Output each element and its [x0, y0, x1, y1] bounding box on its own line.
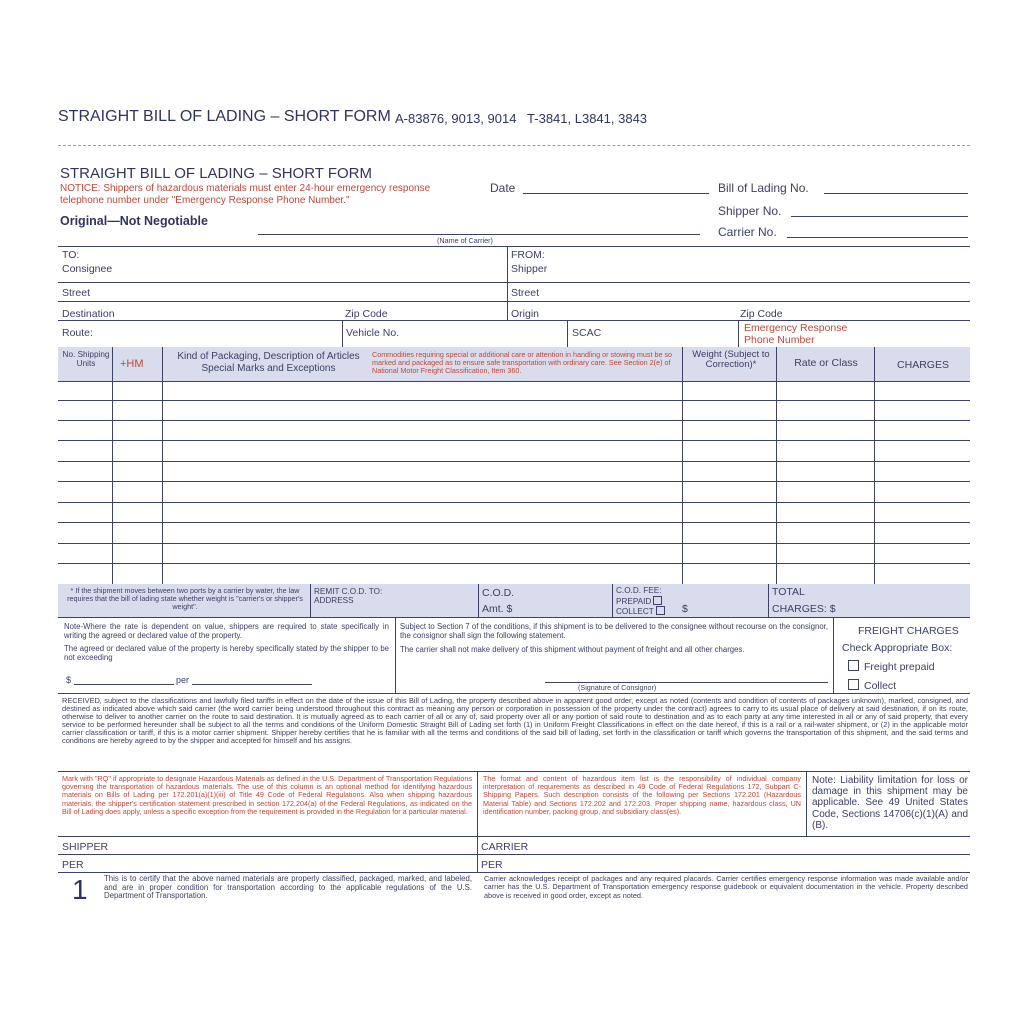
- rule: [58, 301, 970, 302]
- cod-fee-dollar: $: [682, 603, 688, 615]
- rule: [507, 246, 508, 320]
- carrier-acknowledgement: Carrier acknowledges receipt of packages and any required placards. Carrier certifies emergency response information was made available and/or carrier has the U.S. Department of Transportation emergency response guidebook or equivalent documentation in the vehicle. Property described above is received in good order, except as noted.: [484, 874, 968, 900]
- rule: [58, 771, 970, 772]
- hazmat-notice: NOTICE: Shippers of hazardous materials must enter 24-hour emergency response telephone number under "Emergency Response Phone Number.": [60, 183, 431, 206]
- table-row[interactable]: [58, 440, 970, 441]
- street-right-label: Street: [511, 287, 540, 299]
- rule: [58, 854, 970, 855]
- street-left-label: Street: [62, 287, 91, 299]
- agreed-value-text: The agreed or declared value of the property is hereby specifically stated by the shipper to be not exceeding: [64, 644, 389, 662]
- rule: [58, 381, 970, 382]
- remit-cod-label: REMIT C.O.D. TO: ADDRESS: [314, 587, 383, 606]
- rule: [776, 347, 777, 584]
- rule: [162, 347, 163, 584]
- carrier-name-field[interactable]: [258, 234, 700, 235]
- rule: [395, 617, 396, 693]
- emergency-phone-label: Emergency Response Phone Number: [744, 322, 848, 346]
- perforation-line: [58, 145, 970, 146]
- table-row[interactable]: [58, 502, 970, 503]
- rule: [58, 282, 970, 283]
- carrier-per-label: PER: [481, 859, 503, 871]
- liability-note: Note: Liability limitation for loss or damage in this shipment may be applicable. See 49 United States Code, Sections 14706(c)(1)(A) and (B).: [812, 775, 968, 831]
- date-label: Date: [490, 181, 516, 195]
- consignee-label: Consignee: [62, 263, 113, 275]
- header-title: STRAIGHT BILL OF LADING – SHORT FORM: [58, 108, 391, 125]
- value-note: Note-Where the rate is dependent on value, shippers are required to state specifically in writing the agreed or declared value of the property.: [64, 622, 389, 640]
- rule: [342, 320, 343, 347]
- water-note: * If the shipment moves between two ports by a carrier by water, the law requires that the bill of lading state whether weight is "carrier's or shipper's weight".: [67, 586, 303, 612]
- table-row[interactable]: [58, 420, 970, 421]
- table-row[interactable]: [58, 481, 970, 482]
- form-title: STRAIGHT BILL OF LADING – SHORT FORM: [60, 165, 373, 182]
- freight-prepaid-option[interactable]: [848, 660, 935, 673]
- col-desc-header: Kind of Packaging, Description of Articles Special Marks and Exceptions: [177, 351, 360, 374]
- total-charges-label: CHARGES: $: [772, 603, 836, 615]
- rule: [806, 771, 807, 836]
- shipper-no-field[interactable]: [791, 216, 968, 217]
- col-charges-header: CHARGES: [897, 359, 949, 371]
- table-row[interactable]: [58, 461, 970, 462]
- rule: [58, 320, 970, 321]
- rule: [612, 584, 613, 617]
- rule: [112, 347, 113, 584]
- route-label: Route:: [62, 327, 93, 339]
- rule: [477, 836, 478, 872]
- section7-text: Subject to Section 7 of the conditions, if this shipment is to be delivered to the consignee without recourse on the consignor, the consignor shall sign the following statement.: [400, 622, 828, 640]
- hazmat-left-note: Mark with "RQ" if appropriate to designate Hazardous Materials as defined in the U.S. Department of Transportation Regulations governing the transportation of hazardous materials. The use of this column is an optional method for identifying hazardous materials on Bills of Lading per 172.201(a)(1)(iii) of Title 49 Code of Federal Regulations. Also when shipping hazardous materials, the shipper's certification statement prescribed in section 172.204(a) of the Federal Regulations, as indicated on the Bill of Lading does apply, unless a specific exception from the requirement is provided in the Regulation for a particular material.: [62, 774, 472, 816]
- cod-amount-label: Amt. $: [482, 603, 513, 615]
- shipper-certification: This is to certify that the above named materials are properly classified, packaged, marked, and labeled, and are in proper condition for transportation according to the applicable regulations of the U.S. Department of Transportation.: [104, 874, 472, 901]
- rule: [58, 693, 970, 694]
- freight-collect-option[interactable]: [848, 679, 896, 692]
- zip-left-label: Zip Code: [345, 308, 388, 320]
- rule: [833, 617, 834, 693]
- destination-label: Destination: [62, 308, 115, 320]
- carrier-signature-label: CARRIER: [481, 841, 529, 853]
- rule: [310, 584, 311, 617]
- col-desc-note: Commodities requiring special or additional care or attention in handling or stowing must be so marked and packaged as to ensure safe transportation with ordinary care. See Section 2(e) of National Motor Freight Classification, Item 360.: [372, 350, 673, 376]
- rule: [567, 320, 568, 347]
- freight-collect-checkbox[interactable]: [848, 679, 859, 690]
- carrier-name-caption: (Name of Carrier): [437, 236, 493, 245]
- rule: [874, 347, 875, 584]
- scac-label: SCAC: [572, 327, 602, 339]
- carrier-shall-text: The carrier shall not make delivery of this shipment without payment of freight and all other charges.: [400, 645, 745, 654]
- date-field[interactable]: [523, 193, 709, 194]
- to-label: TO:: [62, 249, 80, 261]
- table-row[interactable]: [58, 522, 970, 523]
- origin-label: Origin: [511, 308, 540, 320]
- table-row[interactable]: [58, 400, 970, 401]
- vehicle-label: Vehicle No.: [346, 327, 400, 339]
- table-row[interactable]: [58, 563, 970, 564]
- prepaid-label: PREPAID: [616, 597, 652, 606]
- collect-label: COLLECT: [616, 607, 654, 616]
- freight-charges-title: FREIGHT CHARGES: [858, 625, 959, 637]
- freight-collect-label: Collect: [864, 680, 897, 692]
- bol-label: Bill of Lading No.: [718, 181, 809, 195]
- rule: [58, 836, 970, 837]
- declared-per: per: [176, 675, 190, 685]
- shipper-signature-label: SHIPPER: [62, 841, 109, 853]
- declared-value-line[interactable]: [66, 674, 312, 685]
- original-label: Original—Not Negotiable: [60, 214, 208, 228]
- hazmat-middle-note: The format and content of hazardous item list is the responsibility of individual company interpretation of requirements as described in 49 Code of Federal Regulations 172, Subpart C-Shipping Papers. Such description consists of the following per Sections 172.201 (Hazardous Material Table) and Sections 172.202 and 172.203. Proper shipping name, hazardous class, UN identification number, packing group, and subsidiary class(es).: [483, 774, 801, 816]
- shipper-per-label: PER: [62, 859, 84, 871]
- shipper-no-label: Shipper No.: [718, 204, 782, 218]
- declared-per-field[interactable]: [192, 674, 312, 685]
- cod-collect-option[interactable]: [616, 606, 665, 616]
- rule: [58, 246, 970, 247]
- check-box-label: Check Appropriate Box:: [842, 642, 953, 654]
- rule: [768, 584, 769, 617]
- shipper-label: Shipper: [511, 263, 548, 275]
- carrier-no-field[interactable]: [787, 237, 968, 238]
- rule: [478, 584, 479, 617]
- declared-dollar: $: [66, 675, 72, 685]
- received-paragraph: RECEIVED, subject to the classifications and lawfully filed tariffs in effect on the date of the issue of this Bill of Lading, the property described above in apparent good order, except as noted (contents and condition of contents of packages unknown), marked, consigned, and destined as indicated above which said carrier (the word carrier being understood throughout this contract as meaning any person or corporation in possession of the property under the contract) agrees to carry to its usual place of delivery at said destination, if on its route, otherwise to deliver to another carrier on the route to said destination. It is mutually agreed as to each carrier of all or any of, said property over all or any portion of said route to destination and as to each party at any time interested in all or any of said property, that every service to be performed hereunder shall be subject to all the terms and conditions of the Uniform Domestic Straight Bill of Lading set forth (1) in Uniform Freight Classifications in effect on the date hereof, if this is a rail or a rail-water shipment, or (2) in the applicable motor carrier classification or tariff, if this is a motor carrier shipment. Shipper hereby certifies that he is familiar with all the terms and conditions of the said bill of lading, set forth in the classification or tariff which governs the transportation of this shipment, and the said terms and conditions are hereby agreed to by the shipper and accepted for himself and his assigns.: [62, 696, 968, 746]
- from-label: FROM:: [511, 249, 545, 261]
- zip-right-label: Zip Code: [740, 308, 783, 320]
- header-codes: A-83876, 9013, 9014 T-3841, L3841, 3843: [395, 111, 648, 126]
- cod-prepaid-option[interactable]: [616, 596, 662, 606]
- col-rate-header: Rate or Class: [794, 357, 858, 369]
- col-units-header: No. Shipping Units: [62, 350, 110, 369]
- table-row[interactable]: [58, 543, 970, 544]
- rule: [58, 872, 970, 873]
- cod-label: C.O.D.: [482, 587, 515, 599]
- freight-prepaid-checkbox[interactable]: [848, 660, 859, 671]
- collect-checkbox[interactable]: [656, 606, 665, 615]
- col-hm-header: +HM: [120, 358, 144, 370]
- freight-prepaid-label: Freight prepaid: [864, 661, 935, 673]
- rule: [682, 347, 683, 584]
- total-label: TOTAL: [772, 586, 805, 598]
- rule: [738, 320, 739, 347]
- copy-number: 1: [72, 874, 88, 905]
- cod-fee-label: C.O.D. FEE:: [616, 586, 662, 595]
- prepaid-checkbox[interactable]: [653, 596, 662, 605]
- bol-field[interactable]: [824, 193, 968, 194]
- rule: [477, 771, 478, 836]
- declared-value-field[interactable]: [74, 674, 174, 685]
- col-weight-header: Weight (Subject to Correction)*: [692, 349, 770, 370]
- carrier-no-label: Carrier No.: [718, 225, 777, 239]
- consignor-signature-caption: (Signature of Consignor): [578, 683, 657, 692]
